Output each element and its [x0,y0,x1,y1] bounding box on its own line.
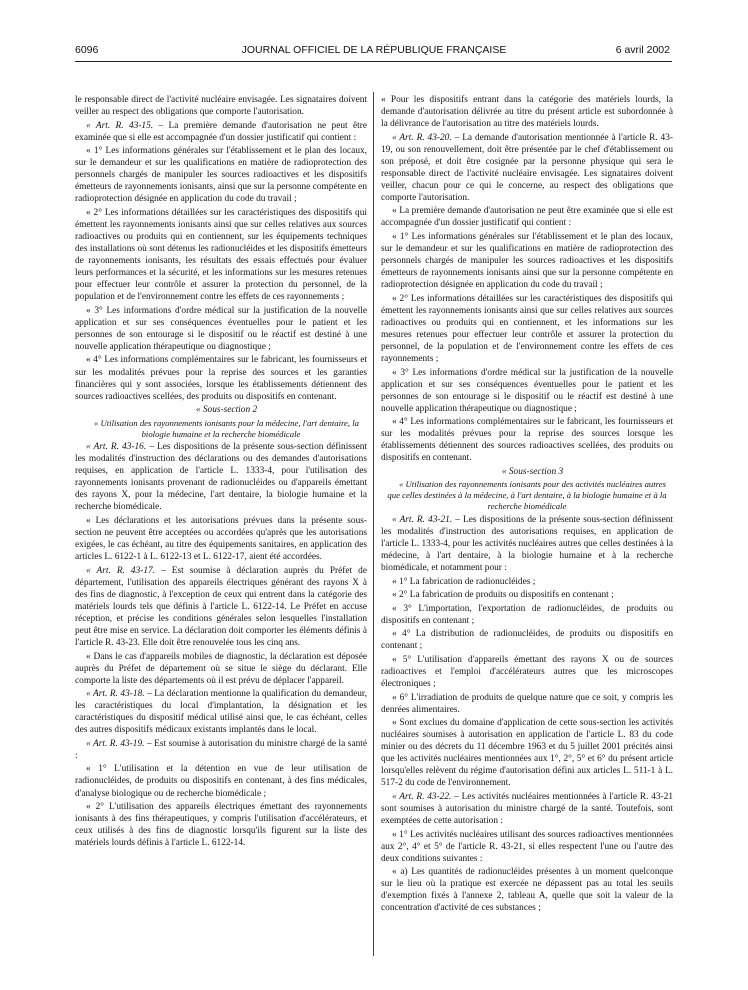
paragraph: « Dans le cas d'appareils mobiles de diagnostic, la déclaration est déposée auprès du Préfet de département où se situe le siège du déclarant. Elle comporte la liste des départements où il est prévu de déplacer l'appareil. [75,651,367,686]
paragraph: « 3° L'importation, l'exportation de radionucléides, de produits ou dispositifs en contenant ; [381,603,673,626]
paragraph: « a) Les quantités de radionucléides présentes à un moment quelconque sur le lieu où la pratique est exercée ne dépassent pas au total les seuils d'exemption fixés à l'annexe 2, tableau A, quelle que soit la valeur de la concentration d'activité de ces substances ; [381,867,673,914]
article-reference: « Art. R. 43-16. [86,442,147,453]
paragraph: « 1° Les activités nucléaires utilisant des sources radioactives mentionnées aux 2°, 4° et 5° de l'article R. 43-21, si elles respectent l'une ou l'autre des deux conditions suivantes : [381,829,673,864]
article-reference: « Art. R. 43-15. [86,120,154,131]
section-subtitle: « Utilisation des rayonnements ionisants pour la médecine, l'art dentaire, la biologie humaine et la recherche biomédicale [93,417,360,439]
paragraph: « 1° Les informations générales sur l'établissement et le plan des locaux, sur le demandeur et sur les qualifications en matière de radioprotection des personnels chargés de manipuler les sources radioactives et les dispositifs émetteurs de rayonnements ionisants, ainsi que sur la personne compétente en radioprotection désignée en application du code du travail ; [75,146,367,205]
paragraph [75,441,367,513]
paragraph: « La première demande d'autorisation ne peut être examinée que si elle est accompagnée d'un dossier justificatif qui contient : [381,206,673,229]
paragraph: « 2° Les informations détaillées sur les caractéristiques des dispositifs qui émettent les rayonnements ionisants ainsi que sur celles relatives aux sources radioactives ou produits qui en contiennent, sur les équipements techniques des installations où sont détenus les radionucléides et les dispositifs émetteurs de rayonnements ionisants, les résultats des essais effectués pour évaluer leurs performances et la sécurité, et les informations sur les mesures retenues pour effectuer leur contrôle et assurer la protection du personnel, de la population et de l'environnement contre les effets de ces rayonnements ; [75,207,367,303]
paragraph: « Sont exclues du domaine d'application de cette sous-section les activités nucléaires soumises à autorisation en application de l'article L. 83 du code minier ou des décrets du 11 décembre 1963 et du 5 juillet 2001 précités ainsi que les activités nucléaires mentionnées aux 1°, 2°, 5° et 6° du présent article lorsqu'elles relèvent du régime d'autorisation défini aux articles L. 511-1 à L. 517-2 du code de l'environnement. [381,718,673,789]
paragraph [75,565,367,649]
page-number: 6096 [75,44,99,56]
header-rule [75,61,672,62]
paragraph-text: – Est soumise à autorisation du ministre chargé de la santé : [75,738,368,761]
paragraph-text: – Les dispositions de la présente sous-section définissent les modalités d'instruction des autorisations requises, en application de l'article L. 1333-4, pour les activités nucléaires autres que celles destinées à la médecine, à l'art dentaire, à la biologie humaine et à la recherche biomédicale, et notamment pour : [381,514,674,574]
paragraph: « 2° La fabrication de produits ou dispositifs en contenant ; [392,590,614,601]
paragraph [381,514,673,574]
paragraph-text: – La déclaration mentionne la qualification du demandeur, les caractéristiques du local d'implantation, la désignation et les caractéristiques du dispositif médical utilisé ainsi que, le cas échéant, celles des autres dispositifs médicaux existants implantés dans le local. [75,689,368,736]
paragraph: « 5° L'utilisation d'appareils émettant des rayons X ou de sources radioactives et l'emploi d'accélérateurs autres que les microscopes électroniques ; [381,654,673,690]
section-heading: « Sous-section 2 [195,405,258,416]
paragraph-text: – Est soumise à déclaration auprès du Préfet de département, l'utilisation des appareils électriques générant des rayons X à des fins de diagnostic, à l'exception de ceux qui entrent dans la catégorie des matériels lourds tels que définis à l'article L. 6122-14. Le Préfet en accuse réception, et précise les conditions générales selon lesquelles l'installation peut être mise en service. La déclaration doit comporter les éléments définis à l'article R. 43-23. Elle doit être renouvelée tous les cinq ans. [75,565,367,648]
paragraph [75,738,367,762]
left-column [75,94,367,851]
paragraph-text: – La demande d'autorisation mentionnée à l'article R. 43-19, ou son renouvellement, doit être présentée par le chef d'établissement ou son préposé, et doit être cosignée par la personne physique qui sera le responsable direct de l'activité nucléaire envisagée. Les signataires doivent veiller, chacun pour ce qui le concerne, au respect des obligations que comporte l'autorisation. [381,132,674,203]
article-reference: « Art. R. 43-21. [392,514,453,525]
section-heading: « Sous-section 3 [501,466,564,477]
paragraph: le responsable direct de l'activité nucléaire envisagée. Les signataires doivent veiller au respect des obligations que comporte l'autorisation. [75,95,367,118]
journal-title: JOURNAL OFFICIEL DE LA RÉPUBLIQUE FRANÇAISE [241,44,507,56]
publication-date: 6 avril 2002 [615,44,670,56]
column-divider [373,92,374,956]
paragraph: « 3° Les informations d'ordre médical sur la justification de la nouvelle application et sur ses conséquences éventuelles pour le patient et les personnes de son entourage si le dispositif ou le réactif est destiné à une nouvelle application thérapeutique ou diagnostique ; [75,305,367,352]
paragraph-text: – La première demande d'autorisation ne peut être examinée que si elle est accompagnée d'un dossier justificatif qui contient : [75,120,367,143]
paragraph [75,120,367,144]
paragraph-text: – Les dispositions de la présente sous-section définissent les modalités d'instruction des déclarations ou des demandes d'autorisations requises, en application de l'article L. 1333-4, pour l'utilisation des rayonnements ionisants provenant de radionucléides ou d'appareils émettant des rayons X, pour la médecine, l'art dentaire, la biologie humaine et la recherche biomédicale. [75,442,368,513]
paragraph: « 3° Les informations d'ordre médical sur la justification de la nouvelle application et sur ses conséquences éventuelles pour le patient et les personnes de son entourage si le dispositif ou le réactif est destiné à une nouvelle application thérapeutique ou diagnostique ; [381,367,673,414]
paragraph: « 6° L'irradiation de produits de quelque nature que ce soit, y compris les denrées alimentaires. [381,692,673,715]
paragraph: « 1° L'utilisation et la détention en vue de leur utilisation de radionucléides, de produits ou dispositifs en contenant, à des fins médicales, d'analyse biologique ou de recherche biomédicale ; [75,764,367,799]
article-reference: « Art. R. 43-19. [86,738,145,749]
paragraph: « Les déclarations et les autorisations prévues dans la présente sous-section ne peuvent être acceptées ou accordées qu'après que les autorisations exigées, le cas échéant, au titre des équipements sanitaires, en application des articles L. 6122-1 à L. 6122-13 et L. 6122-17, aient été accordées. [75,516,367,563]
paragraph: « Pour les dispositifs entrant dans la catégorie des matériels lourds, la demande d'autorisation délivrée au titre du présent article est subordonnée à la délivrance de l'autorisation au titre des matériels lourds. [381,95,673,130]
paragraph: « 4° Les informations complémentaires sur le fabricant, les fournisseurs et sur les modalités prévues pour la reprise des sources lorsque les établissements détiennent des sources radioactives scellées, des produits ou dispositifs en contenant. [381,417,673,464]
paragraph: « 1° Les informations générales sur l'établissement et le plan des locaux, sur le demandeur et sur les qualifications en matière de radioprotection des personnels chargés de manipuler les sources radioactives et les dispositifs émetteurs de rayonnements ionisants ainsi que sur la personne compétente en radioprotection désignée en application du code du travail ; [381,232,673,291]
article-reference: « Art. R. 43-17. [86,565,156,576]
right-column [381,94,673,916]
section-subtitle: « Utilisation des rayonnements ionisants pour des activités nucléaires autres que celles destinées à la médecine, à l'art dentaire, à la biologie humaine et à la recherche biomédicale [387,479,667,512]
paragraph: « 4° La distribution de radionucléides, de produits ou dispositifs en contenant ; [381,629,673,652]
paragraph [381,791,673,827]
paragraph: « 2° Les informations détaillées sur les caractéristiques des dispositifs qui émettent les rayonnements ionisants ainsi que sur celles relatives aux sources radioactives ou produits qui en contiennent, et les informations sur les mesures retenues pour effectuer leur contrôle et assurer la protection du personnel, de la population et de l'environnement contre les effets de ces rayonnements ; [381,293,673,364]
paragraph: « 4° Les informations complémentaires sur le fabricant, les fournisseurs et sur les modalités prévues pour la reprise des sources et les garanties financières qui y sont associées, lorsque les établissements détiennent des sources radioactives scellées, des produits ou dispositifs en contenant. [75,355,367,402]
paragraph: « 2° L'utilisation des appareils électriques émettant des rayonnements ionisants à des fins thérapeutiques, y compris l'utilisation d'accélérateurs, et ceux utilisés à des fins de diagnostic lorsqu'ils figurent sur la liste des matériels lourds définis à l'article L. 6122-14. [75,802,367,849]
paragraph [75,688,367,736]
paragraph [381,132,673,204]
article-reference: « Art. R. 43-20. [392,132,452,143]
paragraph: « 1° La fabrication de radionucléides ; [392,576,536,587]
paragraph-text: – Les activités nucléaires mentionnées à l'article R. 43-21 sont soumises à autorisation du ministre chargé de la santé. Toutefois, sont exemptées de cette autorisation : [381,791,673,827]
article-reference: « Art. R. 43-18. [86,689,145,700]
article-reference: « Art. R. 43-22. [392,791,452,802]
